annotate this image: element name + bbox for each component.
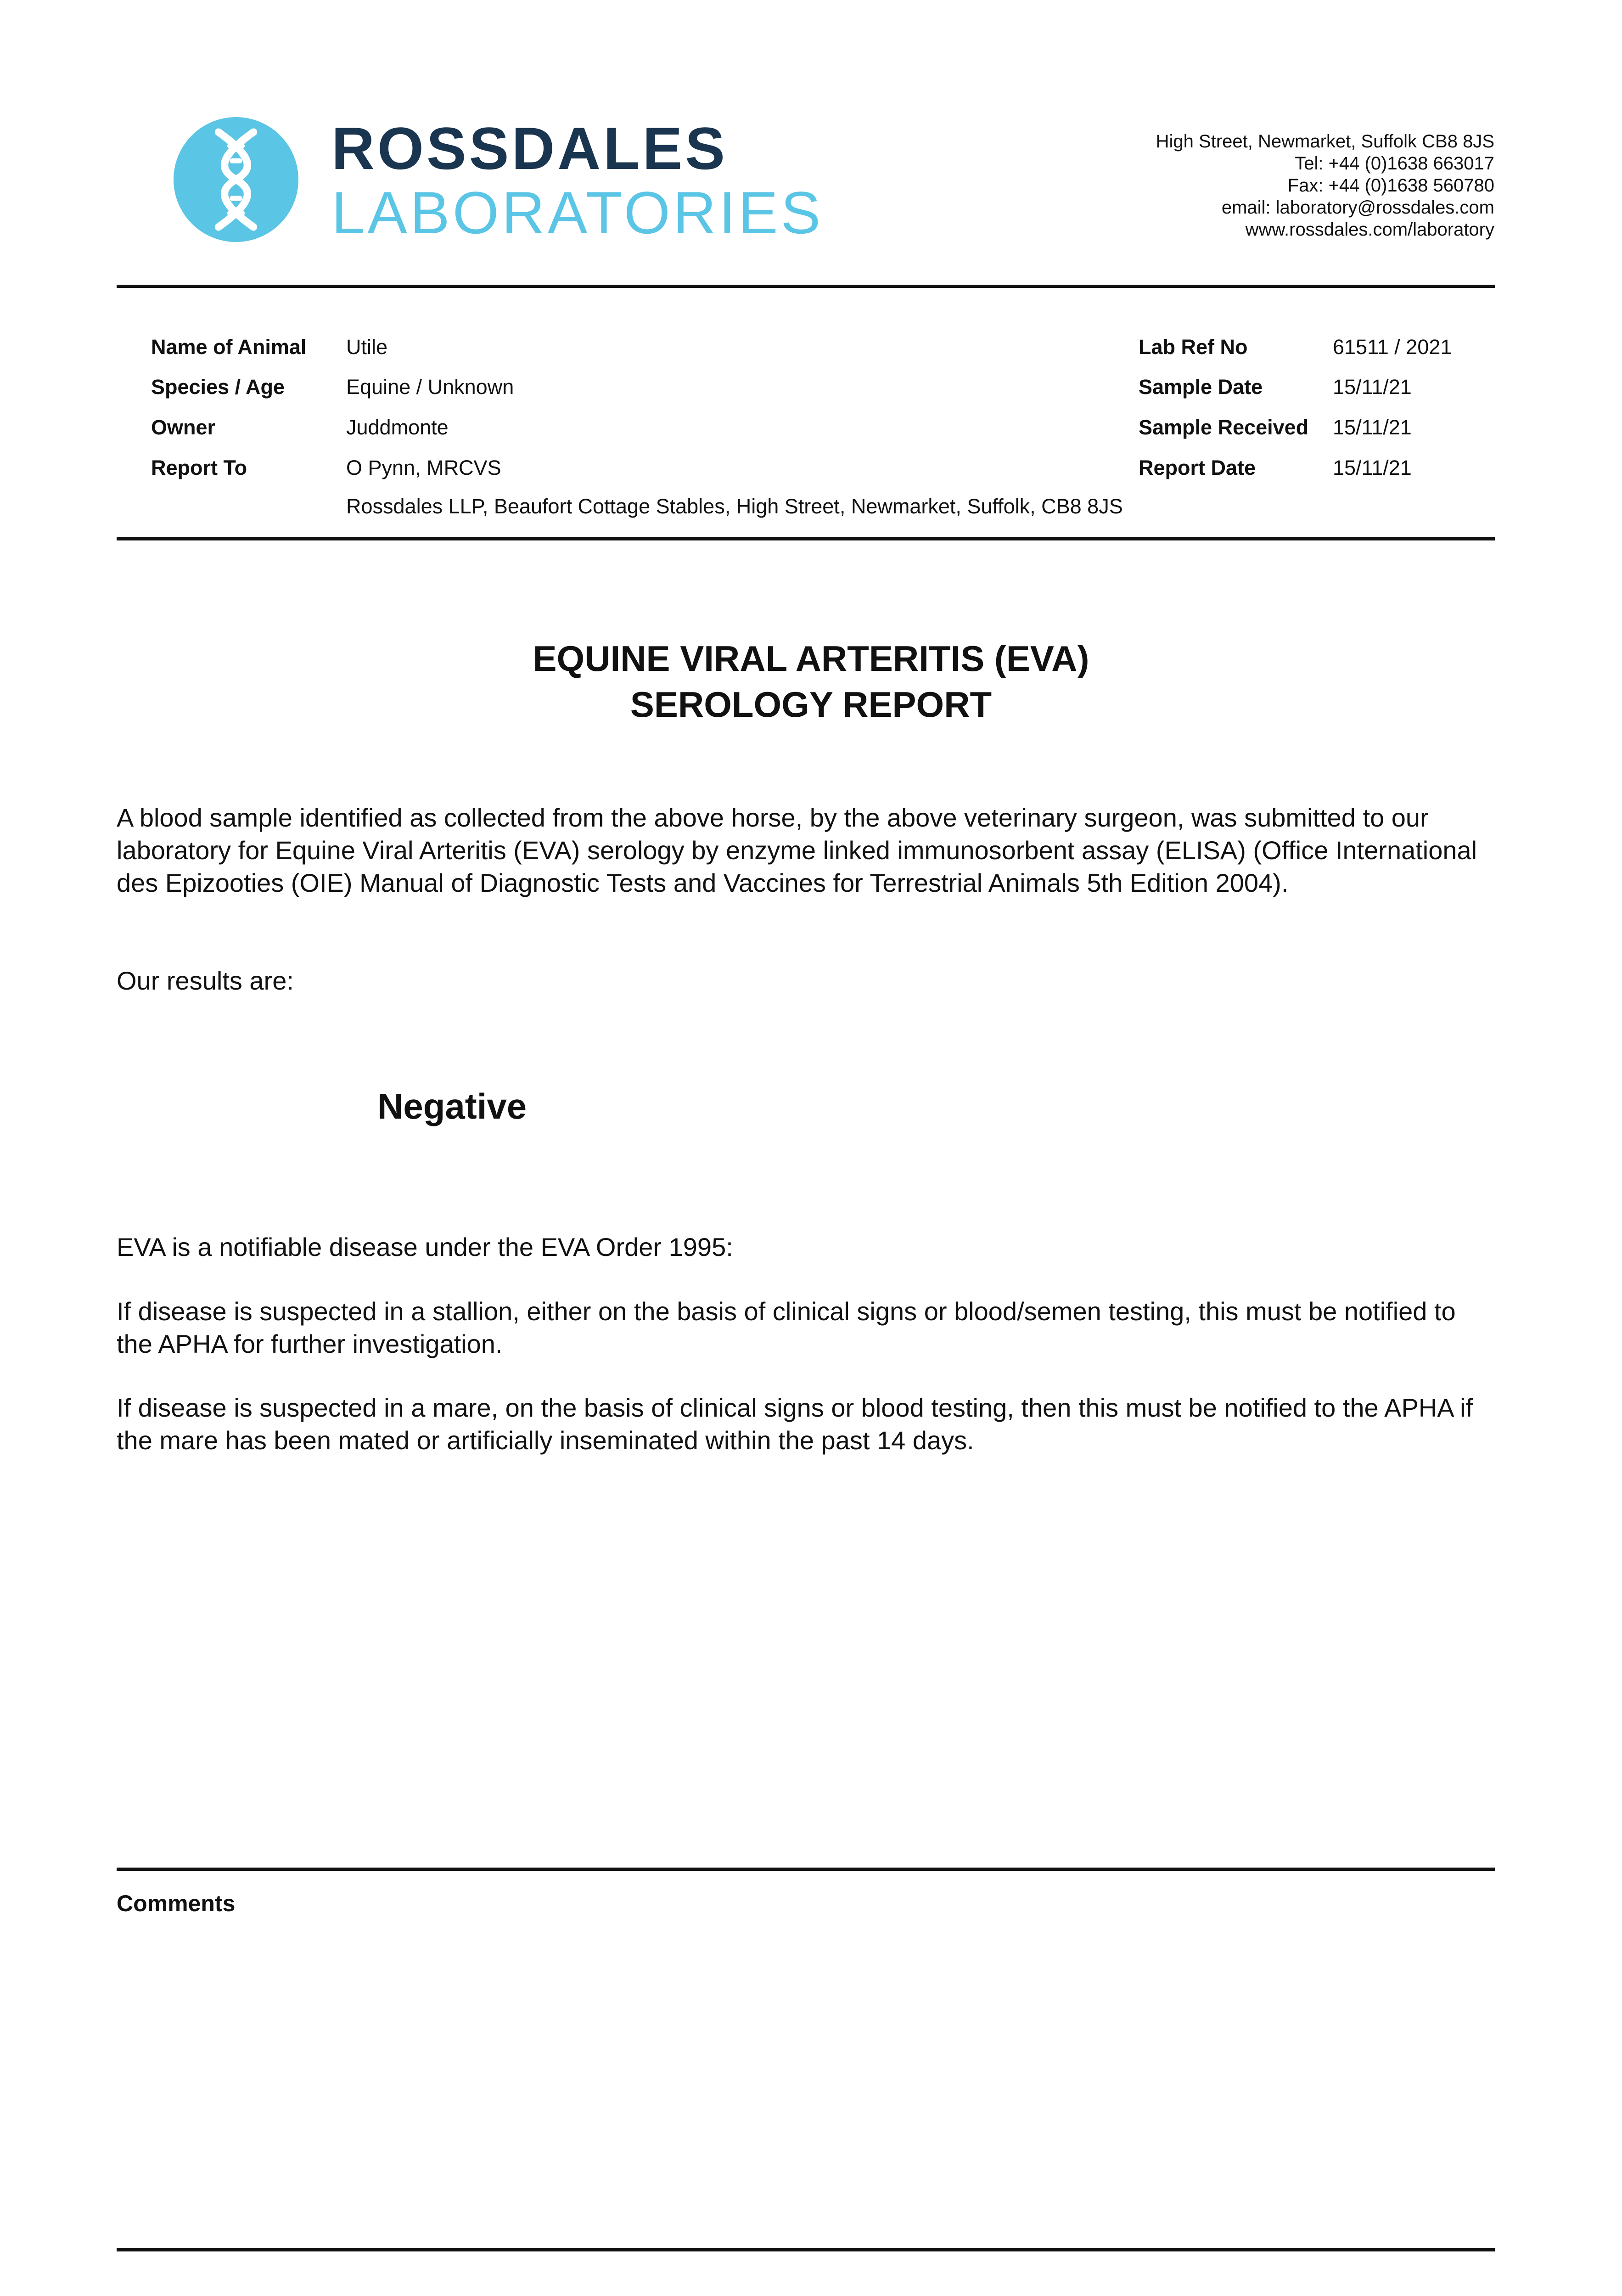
- stallion-paragraph: If disease is suspected in a stallion, either on the basis of clinical signs or blood/semen testing, this must be notified to the APHA for further investigation.: [117, 1297, 1456, 1358]
- contact-block: [1156, 130, 1494, 241]
- mare-paragraph: If disease is suspected in a mare, on the basis of clinical signs or blood testing, then this must be notified to the APHA if the mare has been mated or artificially inseminated within the past 14 days.: [117, 1393, 1473, 1455]
- value-report-date: 15/11/21: [1333, 456, 1412, 479]
- label-species-age: Species / Age: [151, 375, 285, 399]
- report-title-line-2: SEROLOGY REPORT: [630, 684, 992, 725]
- label-owner: Owner: [151, 416, 216, 439]
- label-name-of-animal: Name of Animal: [151, 335, 307, 359]
- label-report-to: Report To: [151, 456, 247, 479]
- value-species-age: Equine / Unknown: [346, 375, 514, 399]
- test-result: Negative: [377, 1086, 527, 1126]
- contact-address: High Street, Newmarket, Suffolk CB8 8JS: [1156, 131, 1494, 152]
- contact-web: www.rossdales.com/laboratory: [1245, 219, 1494, 240]
- info-divider: [117, 537, 1495, 540]
- brand-name: ROSSDALES: [331, 115, 728, 182]
- contact-fax: Fax: +44 (0)1638 560780: [1287, 175, 1494, 196]
- value-lab-ref-no: 61511 / 2021: [1333, 335, 1452, 359]
- label-report-date: Report Date: [1139, 456, 1256, 479]
- report-title-line-1: EQUINE VIRAL ARTERITIS (EVA): [533, 638, 1089, 679]
- label-sample-date: Sample Date: [1139, 375, 1263, 399]
- brand-subname: LABORATORIES: [331, 179, 824, 246]
- comments-divider: [117, 1868, 1495, 1871]
- value-report-to-address: Rossdales LLP, Beaufort Cottage Stables, High Street, Newmarket, Suffolk, CB8 8JS: [346, 495, 1123, 518]
- value-name-of-animal: Utile: [346, 335, 388, 359]
- intro-paragraph: A blood sample identified as collected from the above horse, by the above veterinary surgeon, was submitted to our laboratory for Equine Viral Arteritis (EVA) serology by enzyme linked immunosorbent assay (ELISA) (Office International des Epizooties (OIE) Manual of Diagnostic Tests and Vaccines for Terrestrial Animals 5th Edition 2004).: [117, 803, 1477, 897]
- notifiable-statement: EVA is a notifiable disease under the EVA Order 1995:: [117, 1232, 733, 1261]
- comments-heading: Comments: [117, 1891, 236, 1916]
- dna-helix-icon: [174, 117, 298, 242]
- contact-tel: Tel: +44 (0)1638 663017: [1295, 153, 1494, 174]
- value-owner: Juddmonte: [346, 416, 449, 439]
- contact-email: email: laboratory@rossdales.com: [1221, 197, 1494, 218]
- footer-divider: [117, 2248, 1495, 2251]
- label-sample-received: Sample Received: [1139, 416, 1309, 439]
- results-lead: Our results are:: [117, 966, 294, 995]
- value-sample-date: 15/11/21: [1333, 375, 1412, 399]
- value-sample-received: 15/11/21: [1333, 416, 1412, 439]
- label-lab-ref-no: Lab Ref No: [1139, 335, 1248, 359]
- header-divider: [117, 285, 1495, 288]
- value-report-to: O Pynn, MRCVS: [346, 456, 501, 479]
